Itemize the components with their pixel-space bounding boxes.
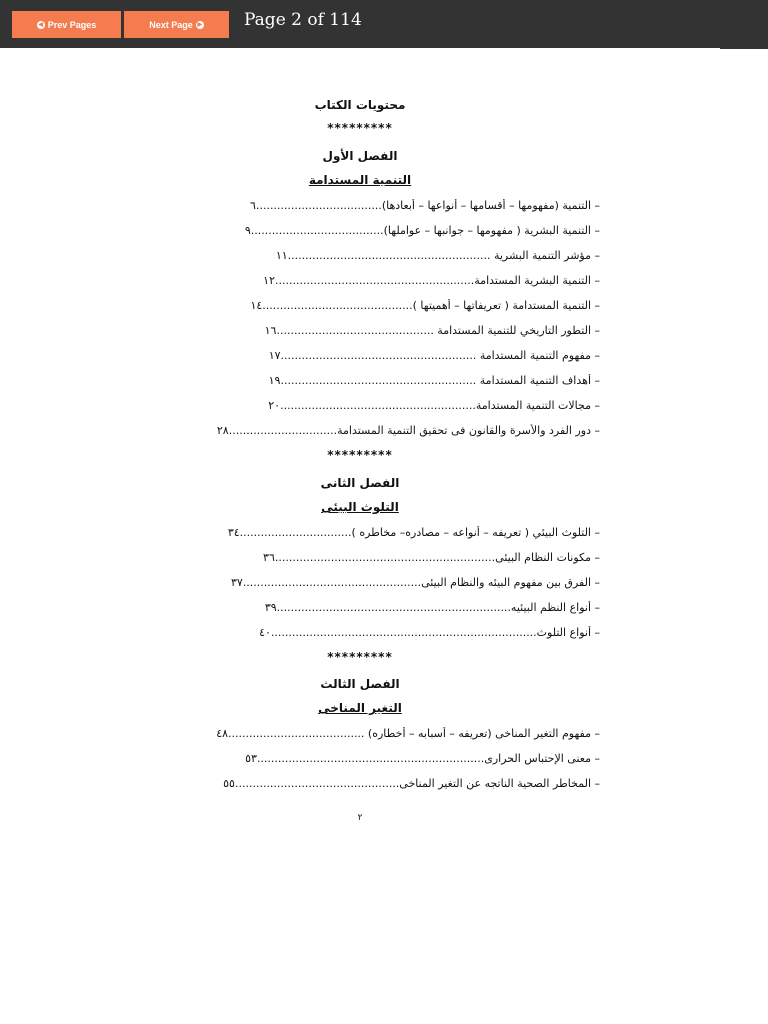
chapter2-heading: الفصل الثانى	[320, 476, 400, 490]
arrow-right-circle-icon: ▶	[197, 21, 203, 28]
toc-item[interactable]: – مفهوم التنمية المستدامة ........................................................١٧	[268, 349, 600, 362]
toc-title: محتويات الكتاب	[314, 98, 406, 112]
page-indicator: Page 2 of 114	[244, 10, 362, 30]
toc-item[interactable]: – الفرق بين مفهوم البيئه والنظام البيئى...................................................٣٧	[230, 576, 600, 589]
arrow-left-circle-icon: ◀	[38, 21, 44, 28]
separator: *********	[327, 121, 393, 135]
prev-pages-label: Prev Pages	[47, 19, 97, 30]
toc-item[interactable]: – المخاطر الصحية الناتجه عن التغير المناخى...............................................٥٥	[223, 777, 600, 790]
chapter1-subtitle: التنمية المستدامة	[308, 173, 412, 187]
next-page-button[interactable]	[124, 11, 229, 38]
toc-item[interactable]: – التطور التاريخي للتنمية المستدامة .............................................١٦	[264, 324, 600, 337]
prev-pages-button[interactable]	[12, 11, 121, 38]
chapter3-heading: الفصل الثالث	[320, 677, 400, 691]
toc-item[interactable]: – التنمية (مفهومها – أقسامها – أنواعها – أبعادها)....................................٦	[250, 199, 600, 212]
toc-item[interactable]: – أنواع التلوث............................................................................٤٠	[259, 626, 600, 639]
toc-item[interactable]: – التلوث البيئي ( تعريفه – أنواعه – مصادره– مخاطره )................................٣٤	[227, 526, 600, 539]
toc-item[interactable]: – أهداف التنمية المستدامة ........................................................١٩	[268, 374, 600, 387]
toc-item[interactable]: – مفهوم التغير المناخى (تعريفه – أسبابه – أخطاره) .......................................٤٨	[216, 727, 600, 740]
separator: *********	[327, 448, 393, 462]
chapter1-heading: الفصل الأول	[322, 149, 398, 163]
toc-item[interactable]: – مؤشر التنمية البشرية ..........................................................١١	[275, 249, 600, 262]
toc-item[interactable]: – مكونات النظام البيئى...............................................................٣٦	[263, 551, 600, 564]
toc-item[interactable]: – التنمية البشرية المستدامة.........................................................١٢	[263, 274, 600, 287]
top-toolbar	[0, 0, 768, 48]
document-page	[0, 48, 768, 1024]
toc-item[interactable]: – معنى الإحتباس الحرارى.................................................................٥٣	[245, 752, 600, 765]
chapter2-subtitle: التلوث البيئى	[321, 500, 399, 514]
chapter3-subtitle: التغير المناخى	[318, 701, 402, 715]
toc-item[interactable]: – التنمية البشرية ( مفهومها – جوانبها – عواملها)......................................٩	[244, 224, 600, 237]
next-page-label: Next Page	[149, 19, 193, 30]
toc-item[interactable]: – دور الفرد والأسرة والقانون فى تحقيق التنمية المستدامة...............................٢٨	[216, 424, 600, 437]
toc-item[interactable]: – أنواع النظم البيئيه...................................................................٣٩	[264, 601, 600, 614]
separator: *********	[327, 650, 393, 664]
toc-item[interactable]: – مجالات التنمية المستدامة........................................................٢٠	[268, 399, 600, 412]
page-number: ٢	[357, 813, 363, 823]
toc-item[interactable]: – التنمية المستدامة ( تعريفاتها – أهميتها )...........................................١٤	[250, 299, 600, 312]
